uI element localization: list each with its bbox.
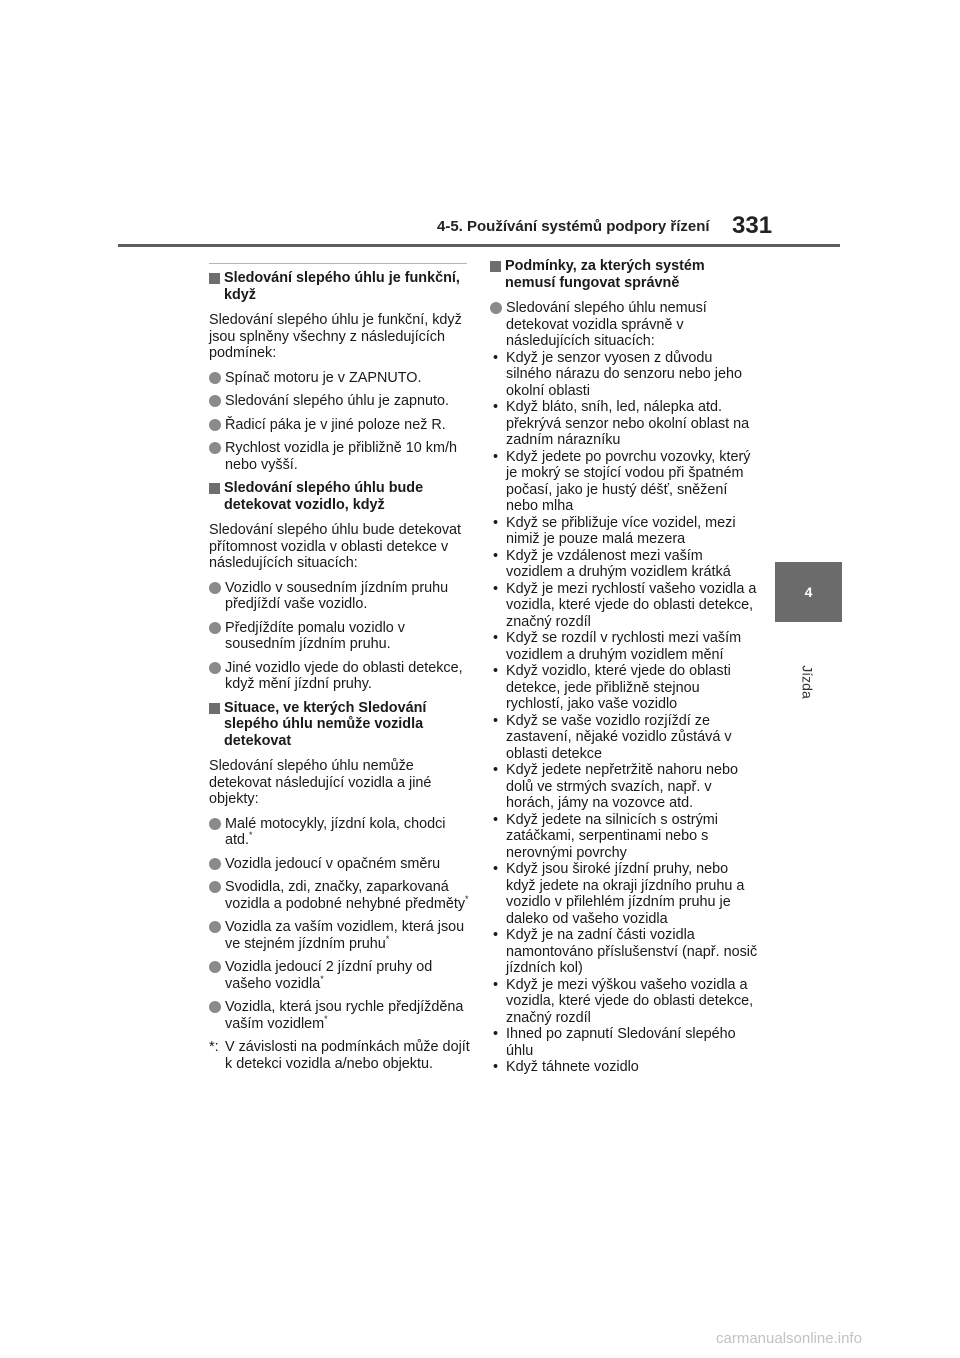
- list-item: Rychlost vozidla je přibližně 10 km/h nebo vyšší.: [209, 440, 471, 473]
- bullet-mark: •: [493, 514, 499, 531]
- list-item: Svodidla, zdi, značky, zaparkovaná vozidla a podobné nehybné předměty*: [209, 879, 471, 912]
- bullet-item: • Když je na zadní části vozidla namontováno příslušenství (např. nosič jízdních kol): [493, 927, 758, 976]
- circle-bullet-icon: [209, 622, 221, 634]
- circle-bullet-icon: [209, 662, 221, 674]
- chapter-label: Jízda: [800, 665, 816, 699]
- circle-bullet-icon: [209, 395, 221, 407]
- bullet-mark: •: [493, 1059, 499, 1075]
- square-bullet-icon: [209, 703, 220, 714]
- square-bullet-icon: [209, 273, 220, 284]
- section-heading: Situace, ve kterých Sledování slepého úhlu nemůže vozidla detekovat: [209, 700, 471, 750]
- circle-bullet-icon: [209, 818, 221, 830]
- bullet-mark: •: [493, 762, 499, 778]
- chapter-tab[interactable]: [775, 562, 842, 622]
- footnote-marker: *: [320, 973, 324, 984]
- bullet-item: • Když jsou široké jízdní pruhy, nebo když jedete na okraji jízdního pruhu a vozidlo v přilehlém jízdním pruhu je daleko od vašeho vozidla: [493, 861, 745, 927]
- list-item: Sledování slepého úhlu je zapnuto.: [209, 393, 471, 410]
- bullet-item: • Když je senzor vyosen z důvodu silného nárazu do senzoru nebo jeho okolní oblasti: [493, 349, 743, 399]
- list-item: Sledování slepého úhlu nemusí detekovat vozidla správně v následujících situacích:: [490, 300, 758, 350]
- footnote-mark: *:: [209, 1039, 219, 1055]
- left-column: [209, 270, 471, 1072]
- bullet-mark: •: [493, 1026, 499, 1042]
- list-item: Vozidla jedoucí 2 jízdní pruhy od vašeho vozidla*: [209, 959, 471, 992]
- circle-bullet-icon: [209, 582, 221, 594]
- page-number: 331: [732, 212, 773, 239]
- bullet-mark: •: [493, 663, 499, 679]
- bullet-item: • Když je vzdálenost mezi vaším vozidlem a druhým vozidlem krátká: [493, 547, 731, 580]
- list-item: Řadicí páka je v jiné poloze než R.: [209, 417, 471, 434]
- section-title: 4-5. Používání systémů podpory řízení: [437, 218, 710, 235]
- right-column: [490, 258, 758, 1076]
- list-item: Vozidla jedoucí v opačném směru: [209, 856, 471, 873]
- bullet-mark: •: [493, 349, 499, 366]
- bullet-item: • Když vozidlo, které vjede do oblasti detekce, jede přibližně stejnou rychlostí, jako vaše vozidlo: [493, 663, 731, 712]
- circle-bullet-icon: [209, 1001, 221, 1013]
- bullet-mark: •: [493, 630, 499, 646]
- bullet-mark: •: [493, 448, 499, 465]
- footnote-marker: *: [385, 933, 390, 944]
- bullet-item: • Když jedete nepřetržitě nahoru nebo dolů ve strmých svazích, např. v horách, jámy na vozovce atd.: [493, 762, 739, 811]
- circle-bullet-icon: [209, 419, 221, 431]
- circle-bullet-icon: [209, 961, 221, 973]
- column-divider: [209, 263, 467, 264]
- bullet-mark: •: [493, 580, 499, 597]
- footnote: *: V závislosti na podmínkách může dojít k detekci vozidla a/nebo objektu.: [209, 1039, 470, 1072]
- circle-bullet-icon: [209, 858, 221, 870]
- footnote-marker: *: [465, 893, 469, 904]
- paragraph: Sledování slepého úhlu bude detekovat přítomnost vozidla v oblasti detekce v následujících situacích:: [209, 522, 462, 571]
- circle-bullet-icon: [209, 372, 221, 384]
- watermark: carmanualsonline.info: [716, 1330, 862, 1347]
- list-item: Malé motocykly, jízdní kola, chodci atd.*: [209, 816, 471, 849]
- list-item: Jiné vozidlo vjede do oblasti detekce, když mění jízdní pruhy.: [209, 660, 471, 693]
- bullet-item: • Když táhnete vozidlo: [493, 1059, 639, 1075]
- list-item: Vozidla, která jsou rychle předjížděna vaším vozidlem*: [209, 999, 471, 1032]
- square-bullet-icon: [490, 261, 501, 272]
- bullet-list: [490, 350, 758, 1076]
- circle-bullet-icon: [209, 881, 221, 893]
- circle-bullet-icon: [490, 302, 502, 314]
- list-item: Vozidlo v sousedním jízdním pruhu předjíždí vaše vozidlo.: [209, 580, 471, 613]
- footnote-marker: *: [324, 1013, 328, 1024]
- bullet-item: • Když se rozdíl v rychlosti mezi vaším vozidlem a druhým vozidlem mění: [493, 630, 742, 663]
- list-item: Spínač motoru je v ZAPNUTO.: [209, 370, 471, 387]
- paragraph: Sledování slepého úhlu je funkční, když jsou splněny všechny z následujících podmínek:: [209, 312, 462, 361]
- footnote-marker: *: [249, 830, 253, 840]
- bullet-mark: •: [493, 399, 499, 415]
- list-item: Vozidla za vaším vozidlem, která jsou ve stejném jízdním pruhu*: [209, 919, 471, 952]
- section-heading: Podmínky, za kterých systém nemusí fungovat správně: [490, 258, 758, 291]
- bullet-mark: •: [493, 861, 499, 877]
- section-heading: Sledování slepého úhlu bude detekovat vozidlo, když: [209, 480, 471, 513]
- header-divider: [118, 244, 840, 247]
- paragraph: Sledování slepého úhlu nemůže detekovat následující vozidla a jiné objekty:: [209, 758, 432, 807]
- bullet-item: • Když bláto, sníh, led, nálepka atd. překrývá senzor nebo okolní oblast na zadním nárazníku: [493, 399, 750, 448]
- bullet-item: • Když se přibližuje více vozidel, mezi nimiž je pouze malá mezera: [493, 514, 736, 547]
- bullet-mark: •: [493, 811, 499, 828]
- bullet-item: • Když je mezi rychlostí vašeho vozidla a vozidla, které vjede do oblasti detekce, značný rozdíl: [493, 580, 757, 630]
- bullet-mark: •: [493, 927, 499, 943]
- list-item: Předjíždíte pomalu vozidlo v sousedním jízdním pruhu.: [209, 620, 471, 653]
- bullet-item: • Když je mezi výškou vašeho vozidla a vozidla, které vjede do oblasti detekce, značný rozdíl: [493, 976, 754, 1026]
- bullet-mark: •: [493, 547, 499, 564]
- bullet-item: • Když jedete po povrchu vozovky, který je mokrý se stojící vodou při špatném počasí, jako je hustý déšť, sněžení nebo mlha: [493, 448, 751, 514]
- square-bullet-icon: [209, 483, 220, 494]
- bullet-item: • Když jedete na silnicích s ostrými zatáčkami, serpentinami nebo s nerovnými povrchy: [493, 811, 718, 861]
- bullet-mark: •: [493, 976, 499, 993]
- bullet-mark: •: [493, 712, 499, 729]
- circle-bullet-icon: [209, 921, 221, 933]
- circle-bullet-icon: [209, 442, 221, 454]
- section-heading: Sledování slepého úhlu je funkční, když: [209, 270, 471, 303]
- bullet-item: • Ihned po zapnutí Sledování slepého úhlu: [493, 1026, 736, 1059]
- chapter-number: 4: [804, 584, 813, 600]
- bullet-item: • Když se vaše vozidlo rozjíždí ze zastavení, nějaké vozidlo zůstává v oblasti detekce: [493, 712, 732, 762]
